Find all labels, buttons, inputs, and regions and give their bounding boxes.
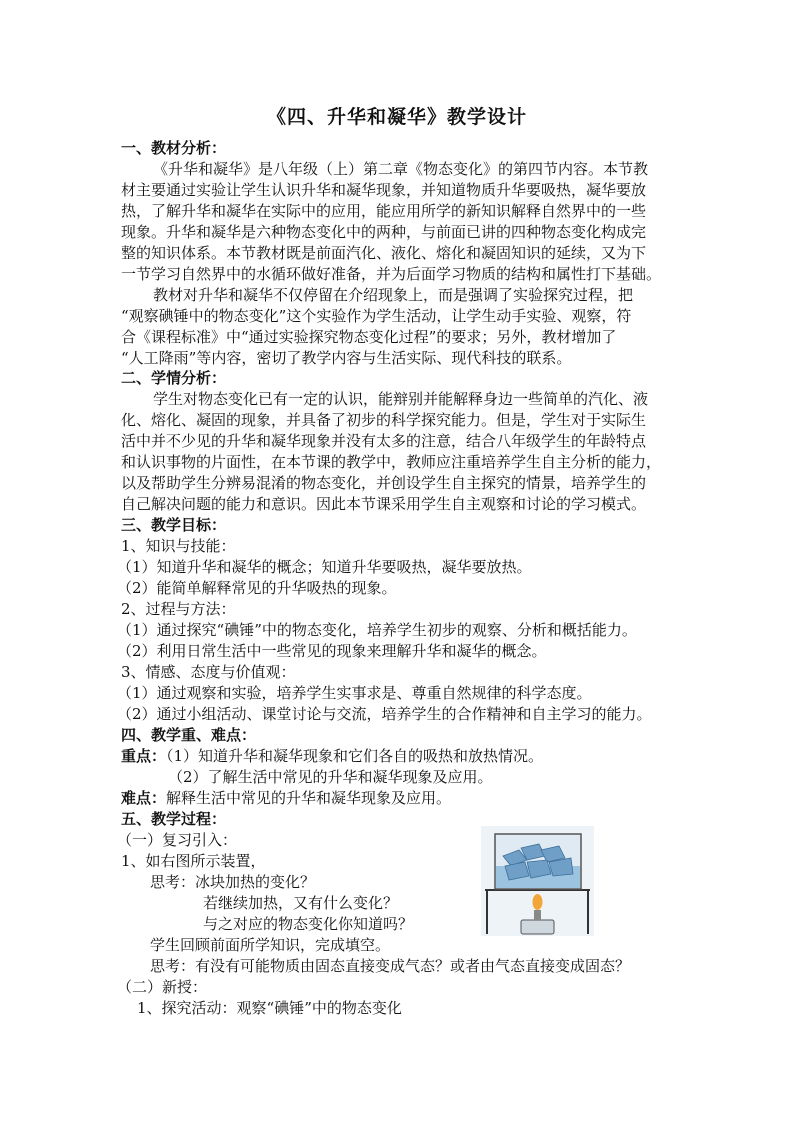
difficulty-label: 难点：	[121, 789, 167, 807]
paragraph-line: 《升华和凝华》是八年级（上）第二章《物态变化》的第四节内容。本节教	[153, 160, 649, 178]
list-item: （2）能简单解释常见的升华吸热的现象。	[117, 579, 397, 597]
key-label: 重点：	[121, 747, 167, 765]
key-point-text: （2）了解生活中常见的升华和凝华现象及应用。	[168, 768, 493, 786]
heading-materials: 一、教材分析：	[121, 139, 227, 157]
subheading: 2、过程与方法：	[121, 600, 236, 618]
list-item: 1、如右图所示装置，	[121, 852, 266, 870]
page-title: 《四、升华和凝华》教学设计	[266, 106, 527, 128]
list-item: （1）通过观察和实验，培养学生实事求是、尊重自然规律的科学态度。	[117, 684, 592, 702]
think-line: 思考：冰块加热的变化？	[150, 873, 316, 891]
paragraph-line: “人工降雨”等内容，密切了教学内容与生活实际、现代科技的联系。	[121, 349, 572, 367]
paragraph-line: 以及帮助学生分辨易混淆的物态变化，并创设学生自主探究的情景，培养学生的	[121, 474, 647, 492]
paragraph-line: 教材对升华和凝华不仅停留在介绍现象上，而是强调了实验探究过程，把	[153, 286, 634, 304]
subheading: 3、情感、态度与价值观：	[121, 663, 296, 681]
think-line: 若继续加热，又有什么变化？	[203, 894, 399, 912]
heading-students: 二、学情分析：	[121, 369, 227, 387]
difficulty-line	[121, 788, 451, 809]
paragraph-line: 现象。升华和凝华是六种物态变化中的两种，与前面已讲的四种物态变化构成完	[121, 223, 647, 241]
paragraph-line: 学生对物态变化已有一定的认识，能辩别并能解释身边一些简单的汽化、液	[153, 390, 649, 408]
paragraph-line: 化、熔化、凝固的现象，并具备了初步的科学探究能力。但是，学生对于实际生	[121, 411, 647, 429]
paragraph-line: 合《课程标准》中“通过实验探究物态变化过程”的要求；另外，教材增加了	[121, 328, 617, 346]
subheading: （一）复习引入：	[117, 831, 238, 849]
paragraph-line: 整的知识体系。本节教材既是前面汽化、液化、熔化和凝固知识的延续，又为下	[121, 244, 647, 262]
think-line: 思考：有没有可能物质由固态直接变成气态？或者由气态直接变成固态？	[150, 957, 631, 975]
list-item: （1）知道升华和凝华的概念；知道升华要吸热，凝华要放热。	[117, 558, 532, 576]
paragraph-line: 材主要通过实验让学生认识升华和凝华现象，并知道物质升华要吸热，凝华要放	[121, 181, 647, 199]
list-item: （2）通过小组活动、课堂讨论与交流，培养学生的合作精神和自主学习的能力。	[117, 705, 652, 723]
heading-key-points: 四、教学重、难点：	[121, 726, 257, 744]
beaker-ice-burner-icon	[481, 826, 594, 936]
subheading: （二）新授：	[117, 978, 208, 996]
flame	[533, 894, 543, 910]
paragraph-line: “观察碘锤中的物态变化”这个实验作为学生活动，让学生动手实验、观察，符	[121, 307, 632, 325]
key-point-line	[121, 746, 543, 767]
heading-process: 五、教学过程：	[121, 810, 227, 828]
paragraph-line: 热，了解升华和凝华在实际中的应用，能应用所学的新知识解释自然界中的一些	[121, 202, 647, 220]
subheading: 1、知识与技能：	[121, 537, 236, 555]
list-item: （1）通过探究“碘锤”中的物态变化，培养学生初步的观察、分析和概括能力。	[117, 621, 637, 639]
paragraph-line: 一节学习自然界中的水循环做好准备，并为后面学习物质的结构和属性打下基础。	[121, 265, 662, 283]
list-item: 1、探究活动：观察“碘锤”中的物态变化	[137, 999, 402, 1017]
difficulty-text: 解释生活中常见的升华和凝华现象及应用。	[166, 789, 452, 807]
paragraph-line: 和认识事物的片面性，在本节课的教学中，教师应注重培养学生自主分析的能力，	[121, 453, 662, 471]
think-line: 与之对应的物态变化你知道吗？	[203, 915, 414, 933]
paragraph-line: 自己解决问题的能力和意识。因此本节课采用学生自主观察和讨论的学习模式。	[121, 495, 647, 513]
heading-objectives: 三、教学目标：	[121, 516, 227, 534]
paragraph-line: 学生回顾前面所学知识，完成填空。	[150, 936, 391, 954]
key-point-text: （1）知道升华和凝华现象和它们各自的吸热和放热情况。	[166, 747, 544, 765]
paragraph-line: 活中并不少见的升华和凝华现象并没有太多的注意，结合八年级学生的年龄特点	[121, 432, 647, 450]
list-item: （2）利用日常生活中一些常见的现象来理解升华和凝华的概念。	[117, 642, 547, 660]
